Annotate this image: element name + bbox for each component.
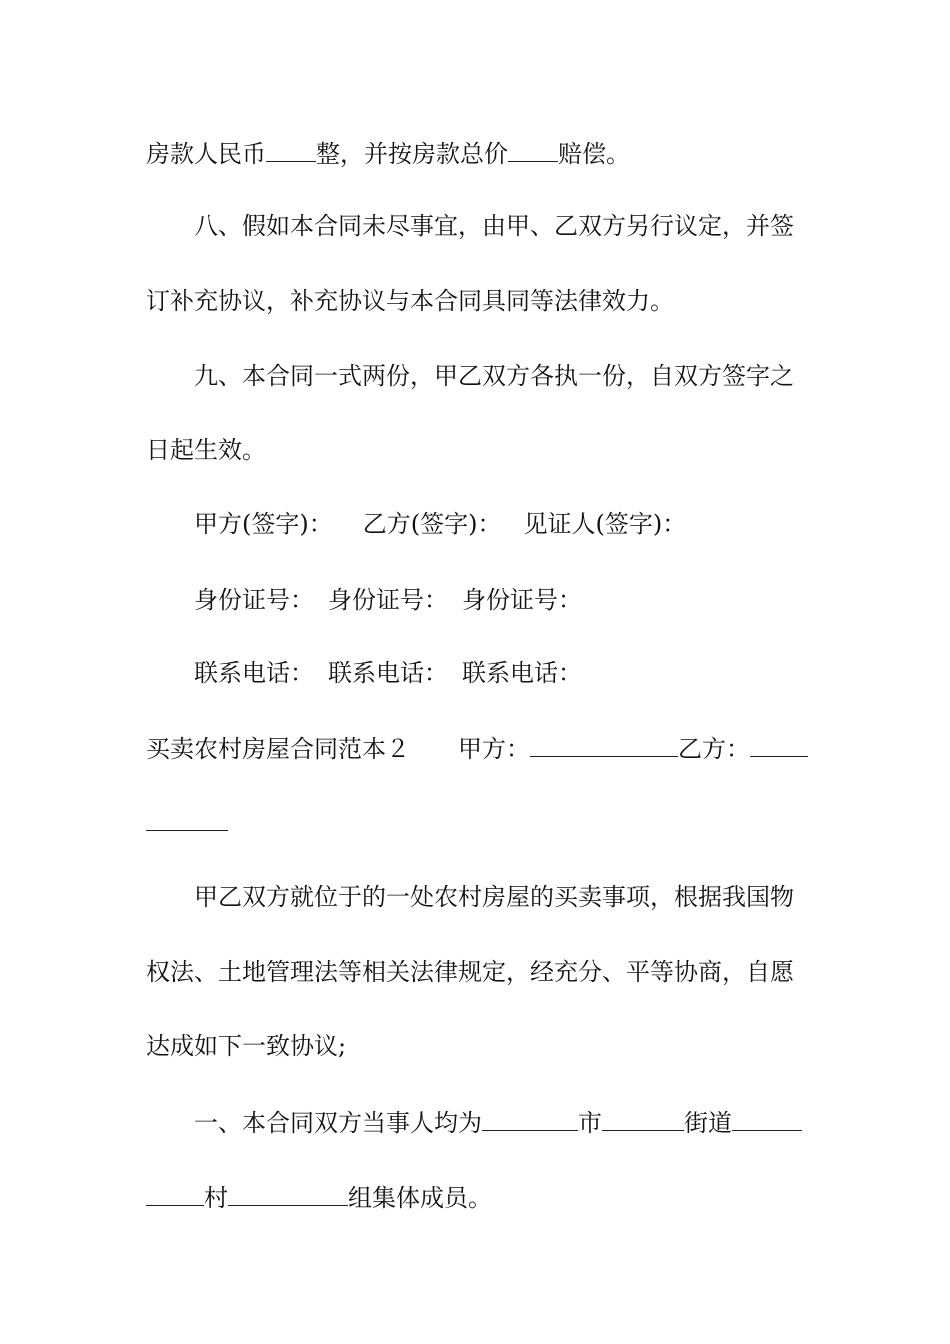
party-b-id-label: 身份证号：	[328, 586, 448, 614]
clause-9-line-2: 日起生效。	[146, 436, 266, 464]
signature-line	[194, 508, 686, 540]
party-b-signature-label: 乙方(签字)：	[362, 510, 502, 538]
blank-field	[482, 1112, 578, 1131]
party-b-blank-continuation	[146, 807, 228, 839]
clause-9-line-1: 九、本合同一式两份，甲乙双方各执一份，自双方签字之	[194, 362, 794, 390]
party-a-signature-label: 甲方(签字)：	[194, 510, 333, 538]
preamble-line-3: 达成如下一致协议;	[146, 1032, 347, 1060]
blank-field	[146, 812, 228, 831]
witness-signature-label: 见证人(签字)：	[523, 510, 687, 538]
text-segment: 一、本合同双方当事人均为	[194, 1109, 482, 1137]
witness-id-label: 身份证号：	[462, 586, 582, 614]
contract-2-title: 买卖农村房屋合同范本２	[146, 735, 410, 763]
clause-1-line-2	[146, 1182, 492, 1214]
clause-1-line-1	[194, 1107, 802, 1139]
clause-8-line-1: 八、假如本合同未尽事宜，由甲、乙双方另行议定，并签	[194, 212, 794, 240]
party-a-label: 甲方：	[458, 735, 530, 763]
text-segment: 整，并按房款总价	[316, 140, 508, 168]
party-a-id-label: 身份证号：	[194, 586, 314, 614]
text-segment: 街道	[684, 1109, 732, 1137]
text-segment: 房款人民币	[146, 140, 266, 168]
preamble-line-1: 甲乙双方就位于的一处农村房屋的买卖事项，根据我国物	[194, 883, 794, 911]
party-a-phone-label: 联系电话：	[194, 659, 314, 687]
text-segment: 村	[204, 1184, 228, 1212]
clause-8-line-2: 订补充协议，补充协议与本合同具同等法律效力。	[146, 287, 674, 315]
blank-field	[602, 1112, 684, 1131]
blank-field	[146, 1187, 204, 1206]
id-number-line	[194, 584, 582, 616]
phone-line	[194, 657, 582, 689]
text-segment: 市	[578, 1109, 602, 1137]
blank-field	[530, 738, 678, 757]
text-segment: 组集体成员。	[348, 1184, 492, 1212]
contract-2-heading-line	[146, 733, 808, 765]
preamble-line-2: 权法、土地管理法等相关法律规定，经充分、平等协商，自愿	[146, 958, 794, 986]
party-b-phone-label: 联系电话：	[328, 659, 448, 687]
blank-field	[266, 143, 316, 162]
party-b-label: 乙方：	[678, 735, 750, 763]
blank-field	[508, 143, 558, 162]
blank-field	[732, 1112, 802, 1131]
text-segment: 赔偿。	[558, 140, 630, 168]
witness-phone-label: 联系电话：	[462, 659, 582, 687]
clause-7-continuation	[146, 138, 630, 170]
blank-field	[228, 1187, 348, 1206]
blank-field	[750, 738, 808, 757]
